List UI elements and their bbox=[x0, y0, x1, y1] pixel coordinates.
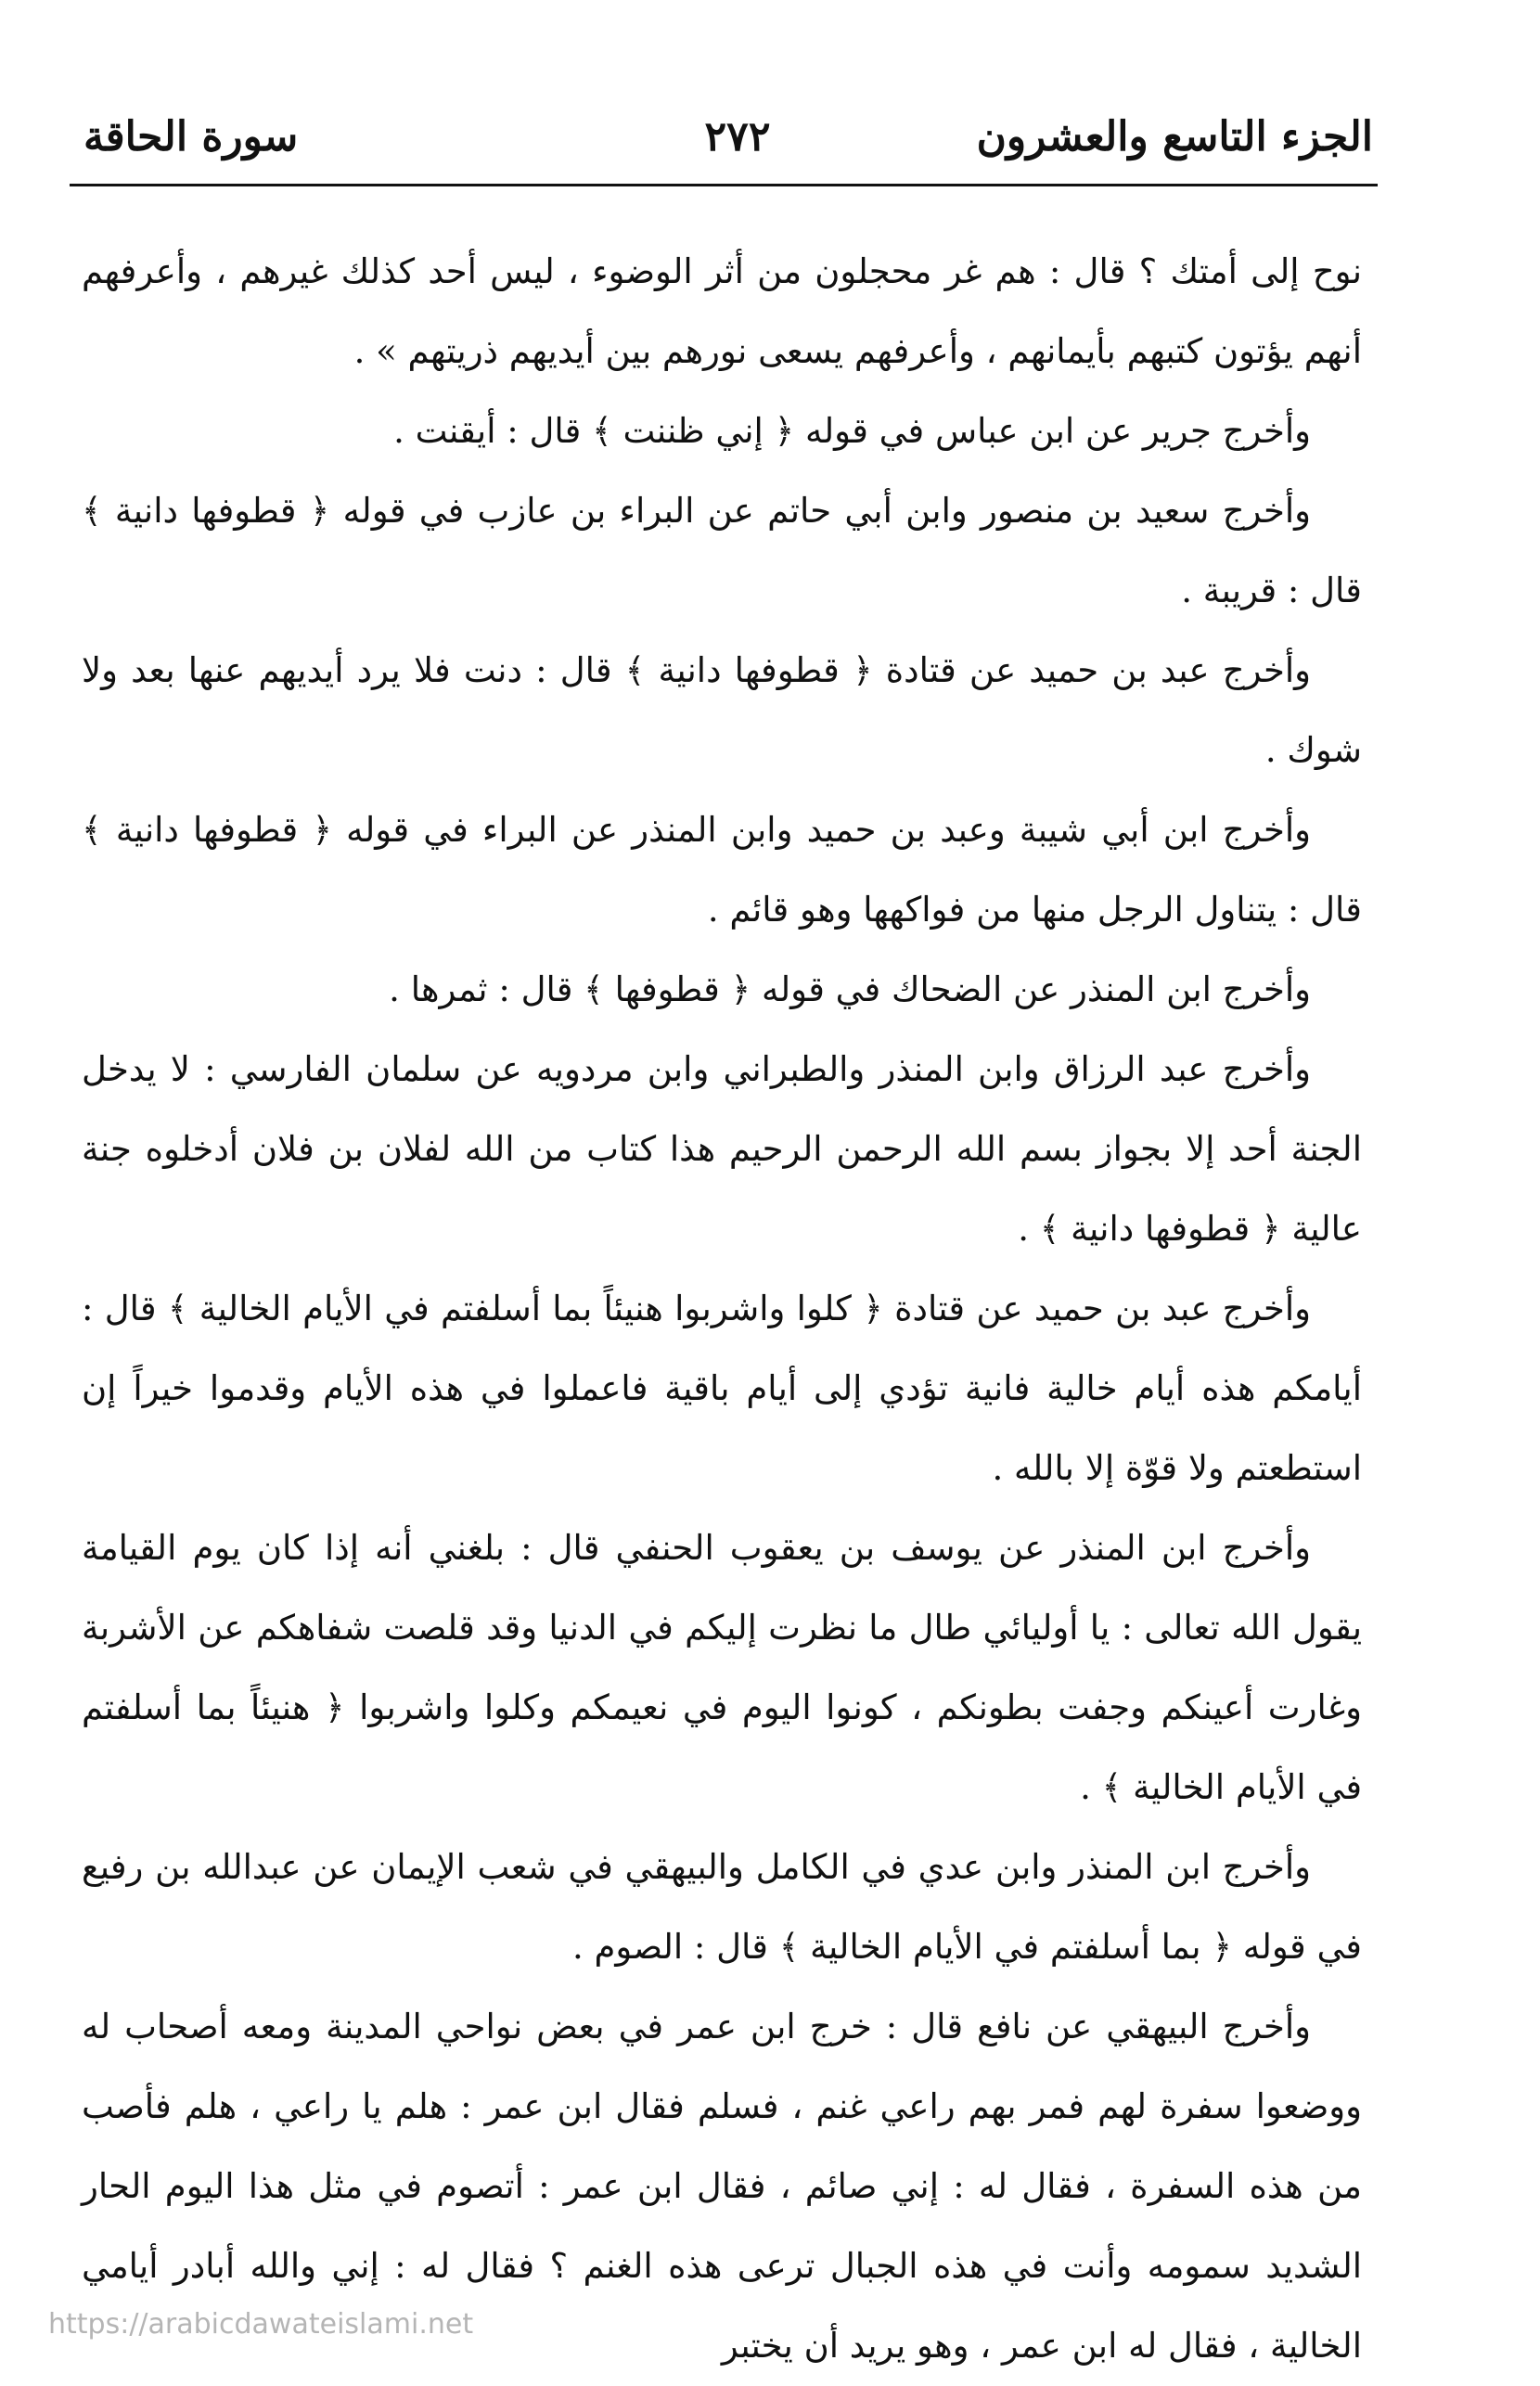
page-header bbox=[65, 102, 1373, 186]
paragraph: نوح إلى أمتك ؟ قال : هم غر محجلون من أثر الوضوء ، ليس أحد كذلك غيرهم ، وأعرفهم أنهم يؤتون كتبهم بأيمانهم ، وأعرفهم يسعى نورهم بين أيديهم ذريتهم » . bbox=[82, 251, 1362, 371]
paragraph: وأخرج عبد بن حميد عن قتادة ﴿ كلوا واشربوا هنيئاً بما أسلفتم في الأيام الخالية ﴾ قال : أيامكم هذه أيام خالية فانية تؤدي إلى أيام باقية فاعملوا في هذه الأيام وقدموا خيراً إن استطعتم ولا قوّة إلا بالله . bbox=[82, 1289, 1362, 1488]
surah-title: سورة الحاقة bbox=[83, 113, 299, 160]
watermark-url: https://arabicdawateislami.net bbox=[48, 2308, 474, 2341]
paragraph: وأخرج عبد بن حميد عن قتادة ﴿ قطوفها دانية ﴾ قال : دنت فلا يرد أيديهم عنها بعد ولا شوك . bbox=[82, 650, 1362, 770]
paragraph: وأخرج جرير عن ابن عباس في قوله ﴿ إني ظننت ﴾ قال : أيقنت . bbox=[393, 411, 1311, 451]
paragraph: وأخرج عبد الرزاق وابن المنذر والطبراني وابن مردويه عن سلمان الفارسي : لا يدخل الجنة أحد إلا بجواز بسم الله الرحمن الرحيم هذا كتاب من الله لفلان بن فلان أدخلوه جنة عالية ﴿ قطوفها دانية ﴾ . bbox=[82, 1049, 1362, 1249]
paragraph: وأخرج البيهقي عن نافع قال : خرج ابن عمر في بعض نواحي المدينة ومعه أصحاب له ووضعوا سفرة لهم فمر بهم راعي غنم ، فسلم فقال ابن عمر : هلم يا راعي ، هلم فأصب من هذه السفرة ، فقال له : إني صائم ، فقال ابن عمر : أتصوم في مثل هذا اليوم الحار الشديد سمومه وأنت في هذه الجبال ترعى هذه الغنم ؟ فقال له : إني والله أبادر أيامي الخالية ، فقال له ابن عمر ، وهو يريد أن يختبر bbox=[82, 2007, 1362, 2366]
paragraph: وأخرج ابن المنذر عن الضحاك في قوله ﴿ قطوفها ﴾ قال : ثمرها . bbox=[389, 969, 1311, 1009]
header-divider bbox=[70, 184, 1378, 186]
paragraph: وأخرج ابن أبي شيبة وعبد بن حميد وابن المنذر عن البراء في قوله ﴿ قطوفها دانية ﴾ قال : يتناول الرجل منها من فواكهها وهو قائم . bbox=[82, 810, 1362, 930]
page-body bbox=[82, 232, 1362, 2386]
part-title: الجزء التاسع والعشرون bbox=[976, 113, 1373, 160]
paragraph: وأخرج ابن المنذر وابن عدي في الكامل والبيهقي في شعب الإيمان عن عبدالله بن رفيع في قوله ﴿ بما أسلفتم في الأيام الخالية ﴾ قال : الصوم . bbox=[82, 1847, 1362, 1967]
page-number: ٢٧٢ bbox=[704, 113, 771, 160]
paragraph: وأخرج سعيد بن منصور وابن أبي حاتم عن البراء بن عازب في قوله ﴿ قطوفها دانية ﴾ قال : قريبة . bbox=[82, 491, 1362, 610]
paragraph: وأخرج ابن المنذر عن يوسف بن يعقوب الحنفي قال : بلغني أنه إذا كان يوم القيامة يقول الله تعالى : يا أوليائي طال ما نظرت إليكم في الدنيا وقد قلصت شفاهكم عن الأشربة وغارت أعينكم وجفت بطونكم ، كونوا اليوم في نعيمكم وكلوا واشربوا ﴿ هنيئاً بما أسلفتم في الأيام الخالية ﴾ . bbox=[82, 1528, 1362, 1807]
